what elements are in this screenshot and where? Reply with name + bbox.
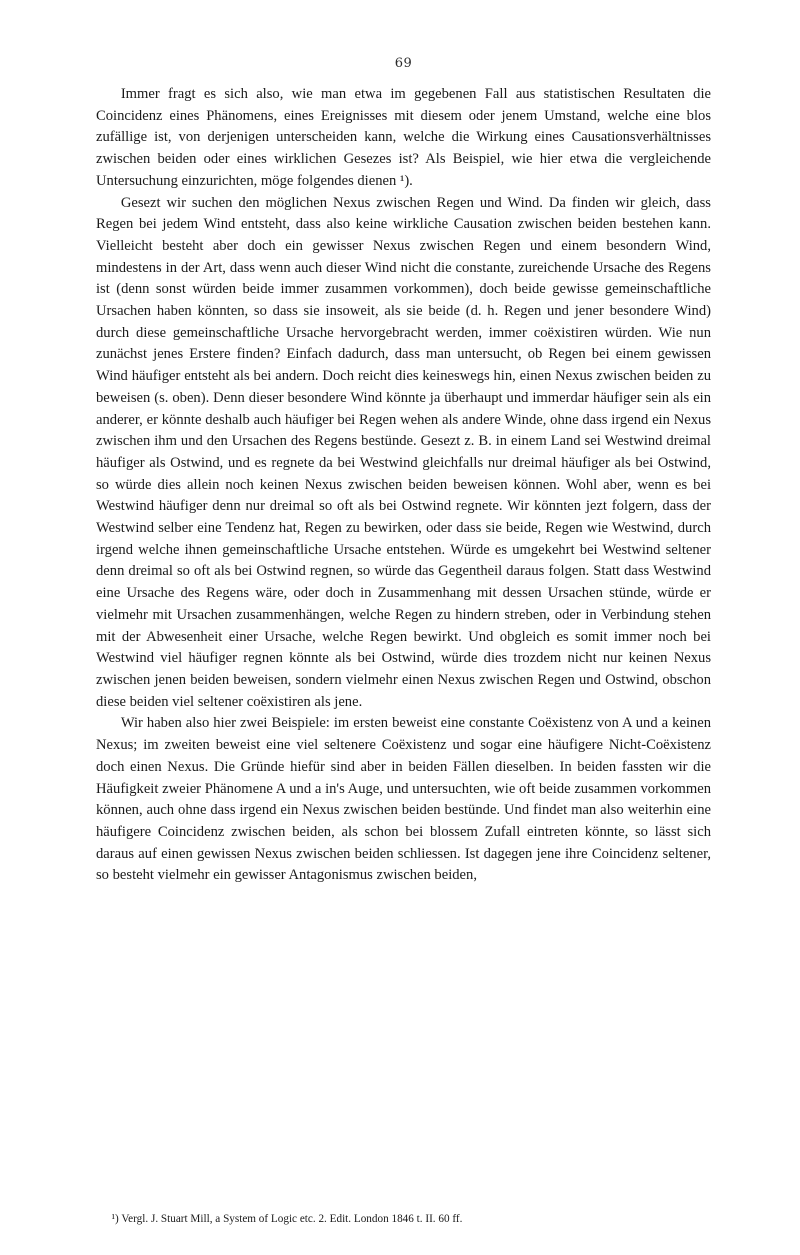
page-number: 69	[394, 56, 413, 71]
paragraph-2: Gesezt wir suchen den möglichen Nexus zwischen Regen und Wind. Da finden wir gleich, dass Regen bei jedem Wind entsteht, dass also keine wirkliche Causation zwischen beiden bestehen kann. Vielleicht besteht aber doch ein gewisser Nexus zwischen Regen und einem besondern Wind, mindestens in der Art, dass wenn auch dieser Wind nicht die constante, zureichende Ursache des Regens ist (denn sonst würden beide immer zusammen vorkommen), doch beide gewisse gemeinschaftliche Ursachen haben könnten, so dass sie insoweit, als sie beide (d. h. Regen und jener besondere Wind) durch diese gemeinschaftliche Ursache hervorgebracht werden, immer coëxistiren würden. Wie nun zunächst jenes Erstere finden? Einfach dadurch, dass man untersucht, ob Regen bei einem gewissen Wind häufiger entsteht als bei andern. Doch reicht dies keineswegs hin, einen Nexus zwischen beiden zu beweisen (s. oben). Denn dieser besondere Wind könnte ja überhaupt und immerdar häufiger sein als ein anderer, er könnte deshalb auch häufiger bei Regen wehen als andere Winde, ohne dass irgend ein Nexus zwischen ihm und den Ursachen des Regens bestünde. Gesezt z. B. in einem Land sei Westwind dreimal häufiger als Ostwind, und es regnete da bei Westwind gleichfalls nur dreimal häufiger als bei Ostwind, so würde dies allein noch keinen Nexus zwischen beiden beweisen können. Wohl aber, wenn es bei Westwind häufiger denn nur dreimal so oft als bei Ostwind regnete. Wir könnten jezt folgern, dass der Westwind selber eine Tendenz hat, Regen zu bewirken, oder dass sie beide, Regen wie Westwind, durch irgend welche ihnen gemeinschaftliche Ursache entstehen. Würde es umgekehrt bei Westwind seltener denn dreimal so oft als bei Ostwind regnen, so würde das Gegentheil daraus folgen. Statt dass Westwind eine Ursache des Regens wäre, oder doch in Zusammenhang mit dessen Ursachen stünde, würde er vielmehr mit Ursachen zusammenhängen, welche Regen zu hindern streben, oder in Verbindung stehen mit der Abwesenheit einer Ursache, welche Regen bewirkt. Und obgleich es somit immer noch bei Westwind viel häufiger regnen könnte als bei Ostwind, würde dies trozdem nicht nur keinen Nexus zwischen jenen beiden beweisen, sondern vielmehr einen Nexus zwischen Regen und Ostwind, obschon diese beiden viel seltener coëxistiren als jene.	[96, 194, 711, 710]
body-text	[96, 84, 711, 887]
paragraph-3: Wir haben also hier zwei Beispiele: im ersten beweist eine constante Coëxistenz von A und a keinen Nexus; im zweiten beweist eine viel seltenere Coëxistenz und sogar eine häufigere Nicht-Coëxistenz doch einen Nexus. Die Gründe hiefür sind aber in beiden Fällen dieselben. In beiden fassten wir die Häufigkeit zweier Phänomene A und a in's Auge, und untersuchten, wie oft beide zusammen vorkommen können, auch ohne dass irgend ein Nexus zwischen beiden bestünde. Und findet man also weiterhin eine häufigere Coincidenz zwischen beiden, als schon bei blossem Zufall eintreten könnte, so lässt sich daraus auf einen gewissen Nexus zwischen beiden schliessen. Ist dagegen jene ihre Coincidenz seltener, so besteht vielmehr ein gewisser Antagonismus zwischen beiden,	[96, 715, 711, 884]
footnote: ¹) Vergl. J. Stuart Mill, a System of Logic etc. 2. Edit. London 1846 t. II. 60 ff.	[111, 1213, 463, 1225]
book-page	[96, 0, 711, 1255]
paragraph-1: Immer fragt es sich also, wie man etwa im gegebenen Fall aus statistischen Resultaten die Coincidenz eines Phänomens, eines Ereignisses mit diesem oder jenem Umstand, welche eine blos zufällige ist, von derjenigen unterscheiden kann, welche die Wirkung eines Causationsverhältnisses zwischen beiden oder eines wirklichen Gesezes ist? Als Beispiel, wie hier etwa die vergleichende Untersuchung einzurichten, möge folgendes dienen ¹).	[96, 86, 711, 189]
